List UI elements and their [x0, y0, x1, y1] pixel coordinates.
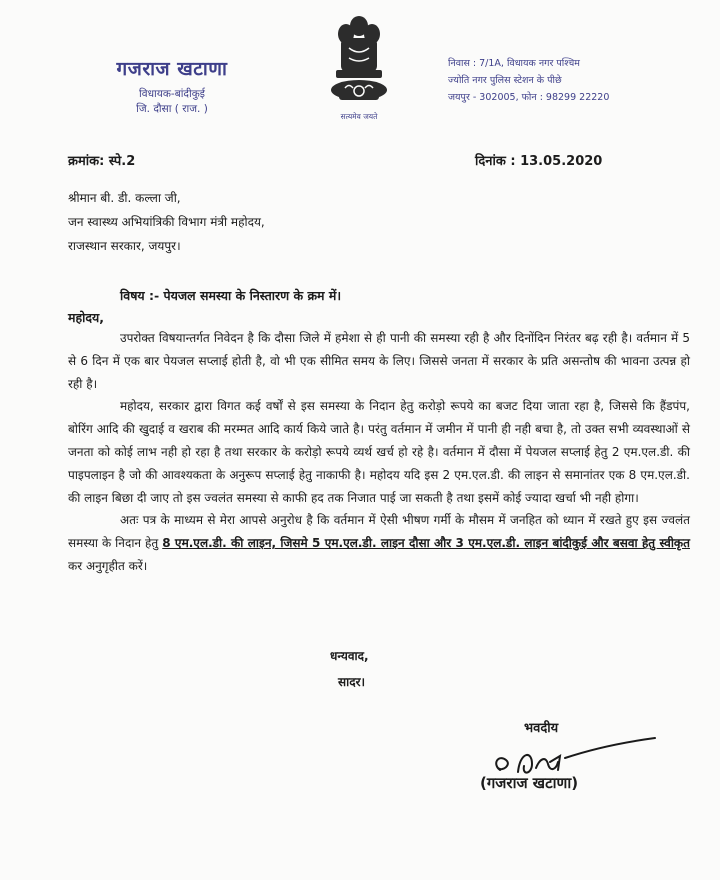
address-line: ज्योति नगर पुलिस स्टेशन के पीछे [448, 75, 562, 86]
body-paragraph: महोदय, सरकार द्वारा विगत कई वर्षों से इस समस्या के निदान हेतु करोड़ो रूपये का बजट दिया जाता रहा है, जिससे कि हैंडपंप, बोरिंग आदि की खुदाई व खराब की मरम्मत आदि कार्य किये जाते है। परंतु वर्तमान में जमीन में पानी ही नही बचा है, तो उक्त सभी व्यवस्थाओं से जनता को कोई लाभ नही हो रहा है तथा सरकार के करोड़ो रूपये व्यर्थ खर्च हो रहे है। वर्तमान में दौसा में पेयजल सप्लाई हेतु 2 एम.एल.डी. की पाइपलाइन है जो की आवश्यकता के अनुरूप सप्लाई हेतु नाकाफी है। महोदय यदि इस 2 एम.एल.डी. की लाइन से समानांतर एक 8 एम.एल.डी. की लाइन बिछा दी जाए तो इस ज्वलंत समस्या से काफी हद तक निजात पाई जा सकती है तथा इसमें कोई ज्यादा खर्चा भी नही होगा। [68, 399, 690, 505]
letterhead-left [92, 55, 252, 117]
national-emblem-icon [319, 8, 399, 118]
address-line: जयपुर - 302005, फोन : 98299 22220 [448, 92, 610, 103]
letter-subject: विषय :- पेयजल समस्या के निस्तारण के क्रम में। [120, 288, 342, 303]
letterhead-name: गजराज खटाणा [116, 58, 228, 80]
reference-number: क्रमांक: स्पे.2 [68, 154, 136, 169]
signatory-name: (गजराज खटाणा) [480, 774, 579, 792]
recipient-line: श्रीमान बी. डी. कल्ला जी, [68, 191, 181, 205]
letter-body [68, 327, 690, 578]
request-text: अतः पत्र के माध्यम से मेरा आपसे अनुरोध है कि वर्तमान में ऐसी भीषण गर्मी के मौसम में जनहित को ध्यान में रखते हुए इस ज्वलंत समस्या के निदान हेतु [68, 513, 690, 551]
closing-regards: सादर। [338, 675, 366, 689]
salutation: महोदय, [68, 310, 104, 325]
recipient-line: राजस्थान सरकार, जयपुर। [68, 239, 181, 253]
request-highlight: 8 एम.एल.डी. की लाइन, जिसमे 5 एम.एल.डी. लाइन दौसा और 3 एम.एल.डी. लाइन बांदीकुई और बसवा हेतु स्वीकृत [162, 536, 690, 551]
body-paragraph: उपरोक्त विषयान्तर्गत निवेदन है कि दौसा जिले में हमेशा से ही पानी की समस्या रही है और दिनोंदिन निरंतर बढ़ रही है। वर्तमान में 5 से 6 दिन में एक बार पेयजल सप्लाई होती है, वो भी एक सीमित समय के लिए। जिससे जनता में सरकार के प्रति असन्तोष की भावना उत्पन्न हो रही है। [68, 331, 690, 391]
recipient-line: जन स्वास्थ्य अभियांत्रिकी विभाग मंत्री महोदय, [68, 215, 265, 229]
recipient-address [68, 186, 265, 258]
letter-date: दिनांक : 13.05.2020 [475, 154, 603, 169]
emblem-motto: सत्यमेव जयते [340, 112, 378, 121]
letterhead-designation: विधायक-बांदीकुई [139, 88, 205, 100]
letterhead-district: जि. दौसा ( राज. ) [136, 103, 208, 115]
valediction: भवदीय [524, 721, 559, 736]
address-line: निवास : 7/1A, विधायक नगर पश्चिम [448, 58, 580, 69]
request-text-end: कर अनुगृहीत करें। [68, 558, 148, 573]
letterhead-address [448, 55, 688, 106]
body-paragraph-request [68, 509, 690, 577]
closing [330, 643, 369, 695]
closing-thanks: धन्यवाद, [330, 649, 369, 663]
